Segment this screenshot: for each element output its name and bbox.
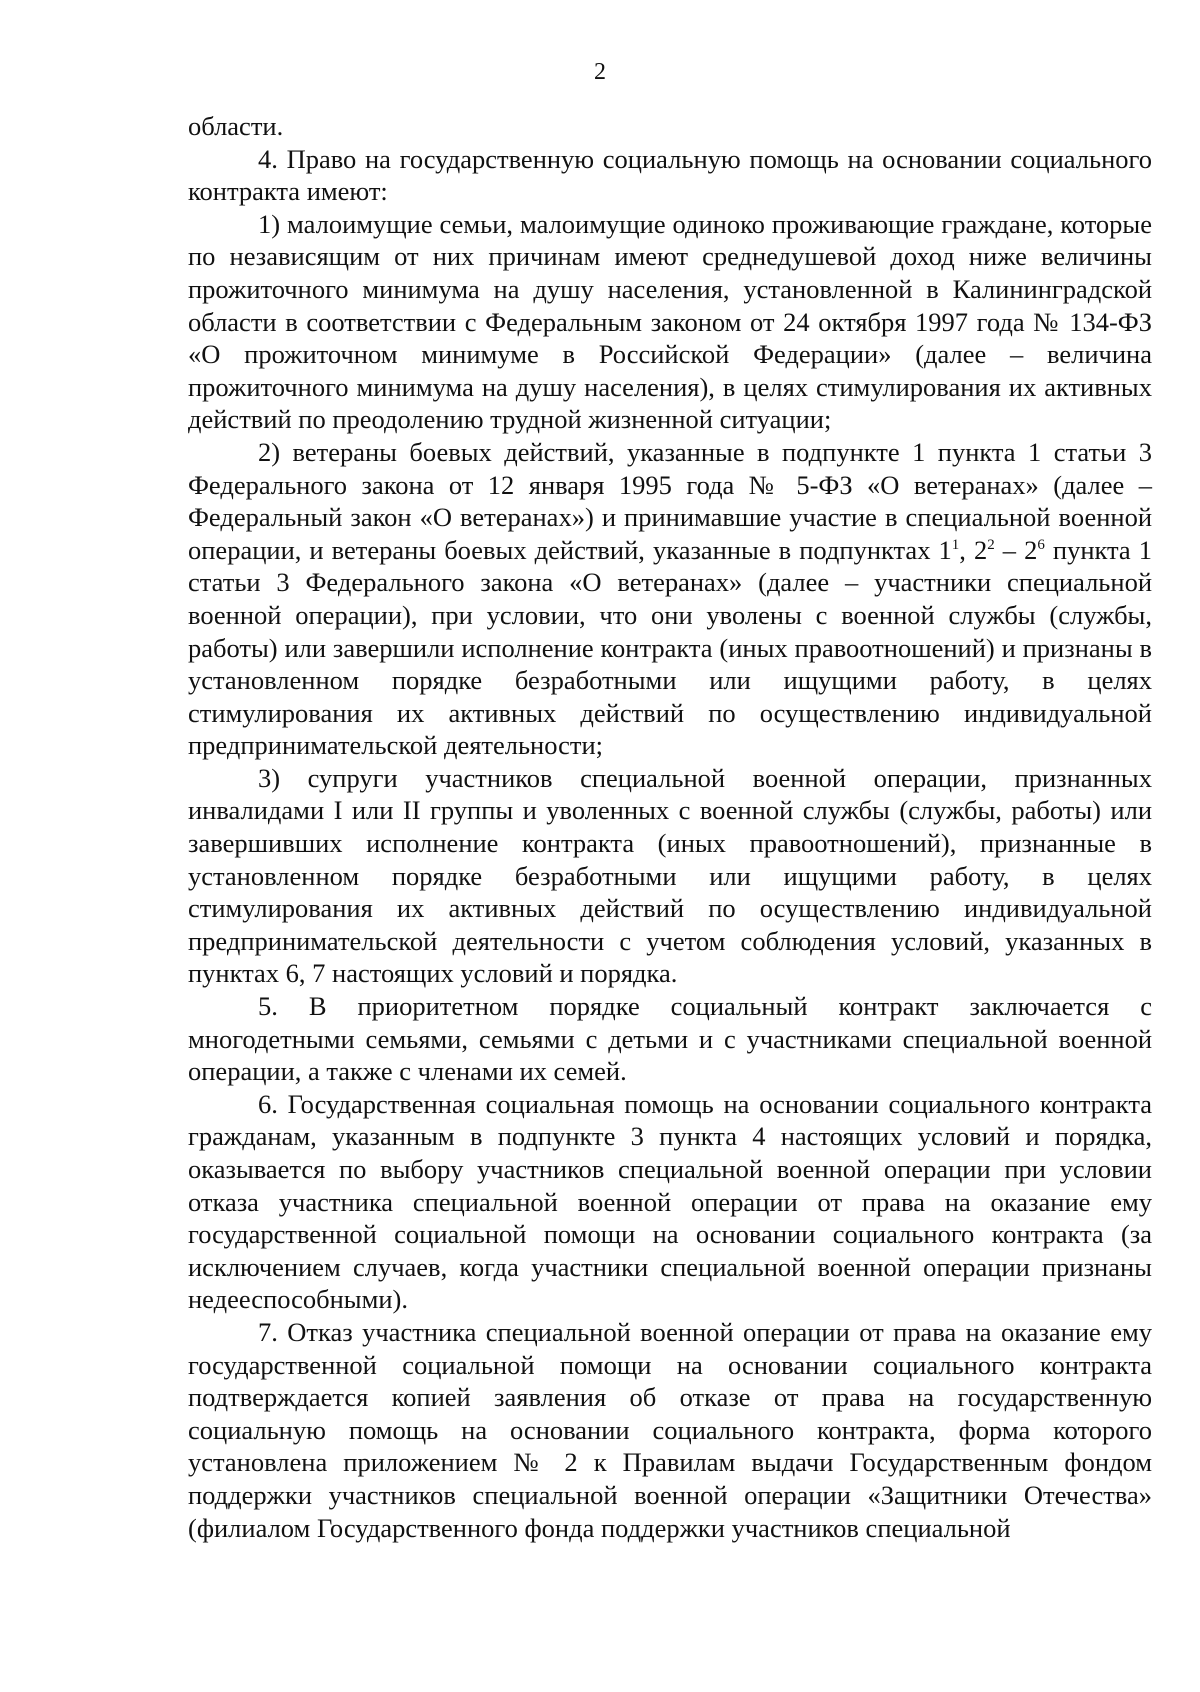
- subitem-2-text-part-1: 2) ветераны боевых действий, указанные в подпункте 1 пункта 1 статьи 3 Федерального закона от 12 января 1995 года № 5-ФЗ «О ветеранах» (далее – Федеральный закон «О ветеранах») и принимавшие участие в специальной военной операции, и ветераны боевых действий, указанные в подпунктах 1: [188, 436, 1152, 565]
- paragraph-item-5: 5. В приоритетном порядке социальный контракт заключается с многодетными семьями, семьями с детьми и с участниками специальной военной операции, а также с членами их семей.: [188, 991, 1152, 1087]
- page-number: 2: [594, 59, 606, 85]
- document-body: [188, 110, 1152, 1544]
- paragraph-subitem-1: 1) малоимущие семьи, малоимущие одиноко проживающие граждане, которые по независящим от них причинам имеют среднедушевой доход ниже величины прожиточного минимума на душу населения, установленной в Калининградской области в соответствии с Федеральным законом от 24 октября 1997 года № 134-ФЗ «О прожиточном минимуме в Российской Федерации» (далее – величина прожиточного минимума на душу населения), в целях стимулирования их активных действий по преодолению трудной жизненной ситуации;: [188, 208, 1152, 435]
- paragraph-item-7: 7. Отказ участника специальной военной операции от права на оказание ему государственной социальной помощи на основании социального контракта подтверждается копией заявления об отказе от права на государственную социальную помощь на основании социального контракта, форма которого установлена приложением № 2 к Правилам выдачи Государственным фондом поддержки участников специальной военной операции «Защитники Отечества» (филиалом Государственного фонда поддержки участников специальной: [188, 1316, 1152, 1543]
- paragraph-subitem-2: [188, 436, 1152, 762]
- superscript-6: 6: [1037, 536, 1045, 553]
- paragraph-continuation: области.: [188, 111, 284, 141]
- paragraph-item-6: 6. Государственная социальная помощь на основании социального контракта гражданам, указанным в подпункте 3 пункта 4 настоящих условий и порядка, оказывается по выбору участников специальной военной операции при условии отказа участника специальной военной операции от права на оказание ему государственной социальной помощи на основании социального контракта (за исключением случаев, когда участники специальной военной операции признаны недееспособными).: [188, 1088, 1152, 1315]
- paragraph-subitem-3: 3) супруги участников специальной военной операции, признанных инвалидами I или II группы и уволенных с военной службы (службы, работы) или завершивших исполнение контракта (иных правоотношений), признанные в установленном порядке безработными или ищущими работу, в целях стимулирования их активных действий по осуществлению индивидуальной предпринимательской деятельности с учетом соблюдения условий, указанных в пунктах 6, 7 настоящих условий и порядка.: [188, 762, 1152, 989]
- paragraph-item-4: 4. Право на государственную социальную помощь на основании социального контракта имеют:: [188, 143, 1152, 207]
- subitem-2-text-part-3: – 2: [994, 534, 1038, 565]
- subitem-2-text-part-4: пункта 1 статьи 3 Федерального закона «О ветеранах» (далее – участники специальной военной операции), при условии, что они уволены с военной службы (службы, работы) или завершили исполнение контракта (иных правоотношений) и признаны в установленном порядке безработными или ищущими работу, в целях стимулирования их активных действий по осуществлению индивидуальной предпринимательской деятельности;: [188, 534, 1153, 761]
- subitem-2-text-part-2: , 2: [959, 534, 988, 565]
- superscript-1: 1: [951, 536, 960, 553]
- superscript-2: 2: [987, 536, 995, 553]
